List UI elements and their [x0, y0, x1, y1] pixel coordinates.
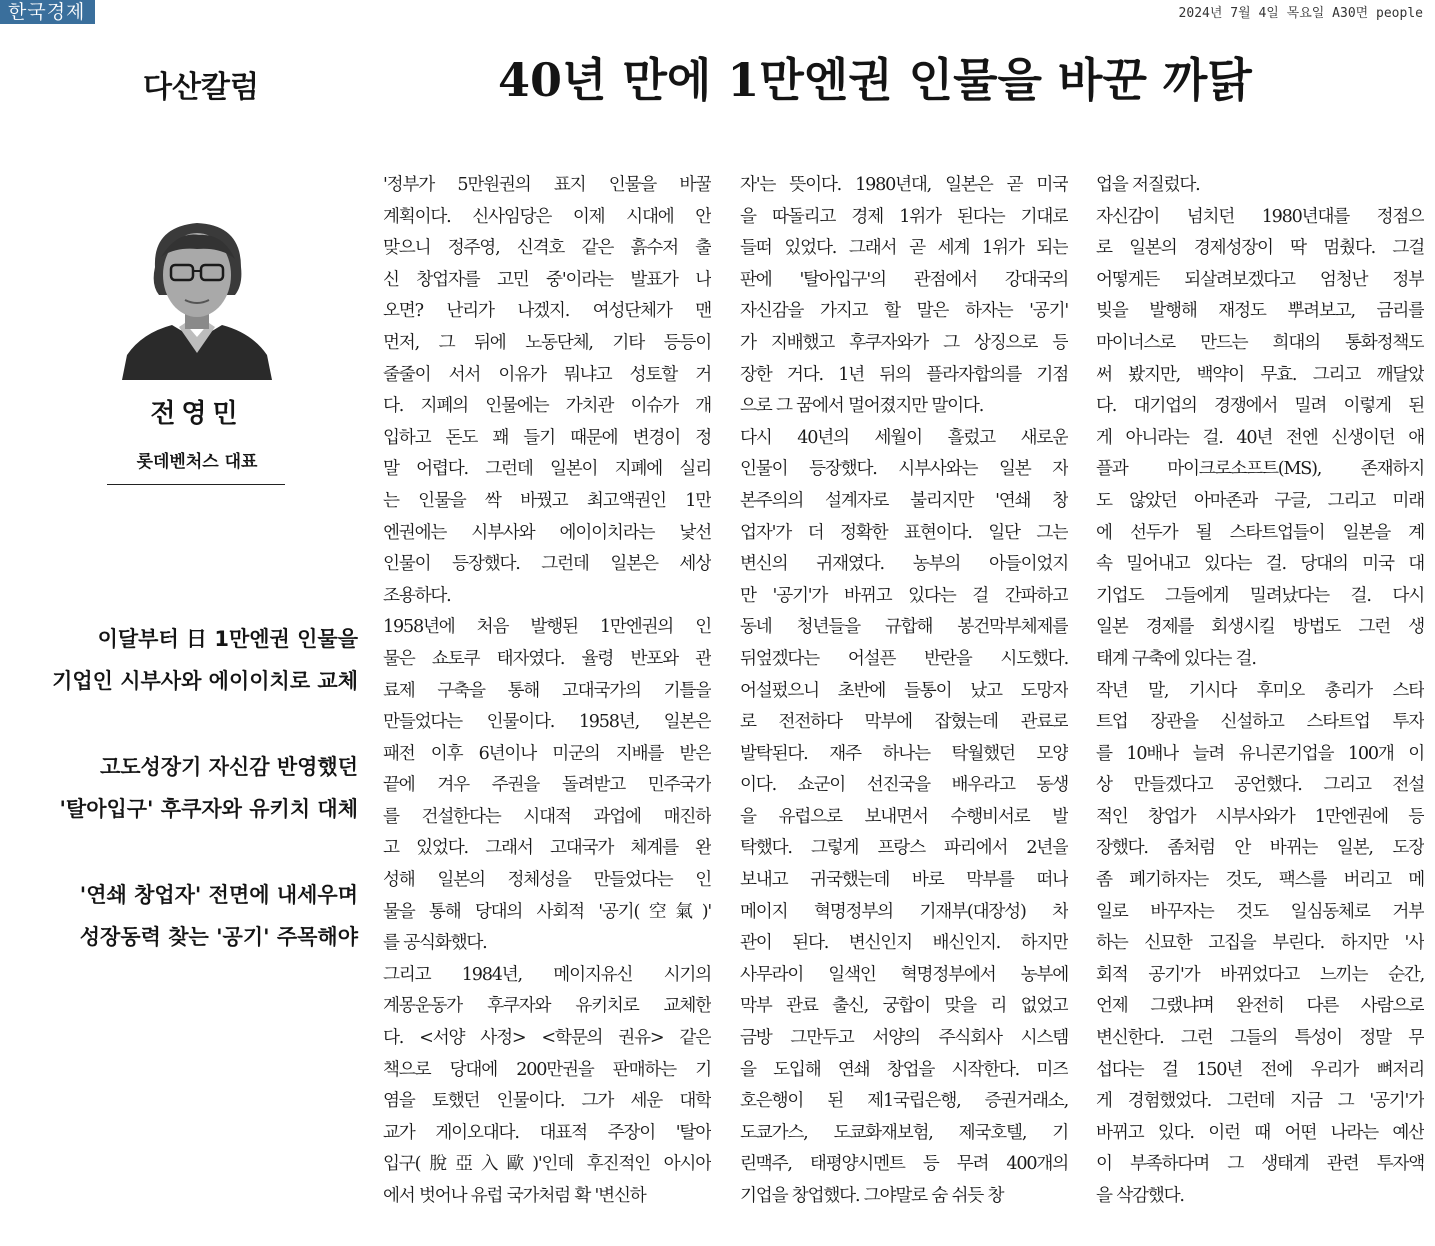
article-line: 입구(脫亞入歐)'인데 후진적인 아시아 — [383, 1154, 711, 1175]
article-line: 인물이 등장했다. 시부사와는 일본 자 — [740, 459, 1068, 480]
article-line: 패전 이후 6년이나 미군의 지배를 받은 — [383, 743, 711, 764]
article-line: 자'는 뜻이다. 1980년대, 일본은 곧 미국 — [740, 175, 1068, 195]
article-line: 자신감을 가지고 할 말은 하자는 '공기' — [740, 301, 1068, 322]
author-name: 전영민 — [150, 399, 244, 429]
article-line: 이다. 쇼군이 선진국을 배우라고 동생 — [740, 775, 1068, 796]
article-line: 고 있었다. 그래서 고대국가 체계를 완 — [383, 838, 711, 859]
article-line: 업을 저질렀다. — [1096, 175, 1200, 195]
article-line: 빚을 발행해 재정도 뿌려보고, 금리를 — [1096, 301, 1424, 322]
article-line: 섭다는 걸 150년 전에 우리가 뼈저리 — [1096, 1059, 1424, 1080]
article-line: 염을 토했던 인물이다. 그가 세운 대학 — [383, 1091, 711, 1112]
article-line: 보내고 귀국했는데 바로 막부를 떠나 — [740, 870, 1068, 891]
article-line: '정부가 5만원권의 표지 인물을 바꿀 — [383, 175, 711, 195]
article-line: 먼저, 그 뒤에 노동단체, 기타 등등이 — [383, 332, 711, 353]
article-line: 에 선두가 될 스타트업들이 일본을 계 — [1096, 522, 1424, 543]
article-line: 일본 경제를 회생시킬 방법도 그런 생 — [1096, 617, 1424, 638]
article-line: 가 지배했고 후쿠자와가 그 상징으로 등 — [740, 332, 1068, 353]
article-line: 트업 장관을 신설하고 스타트업 투자 — [1096, 712, 1424, 733]
article-line: 속 밀어내고 있다는 걸. 당대의 미국 대 — [1096, 554, 1424, 575]
article-line: 료제 구축을 통해 고대국가의 기틀을 — [383, 680, 711, 701]
article-line: 계몽운동가 후쿠자와 유키치로 교체한 — [383, 996, 711, 1017]
article-line: 다. 지폐의 인물에는 가치관 이슈가 개 — [383, 396, 711, 417]
subhead-line: 고도성장기 자신감 반영했던 — [99, 755, 358, 779]
article-line: 물을 통해 당대의 사회적 '공기(空氣)' — [383, 901, 711, 922]
article-column-1 — [383, 170, 711, 1213]
article-line: 를 건설한다는 시대적 과업에 매진하 — [383, 806, 711, 827]
article-line: 써 봤지만, 백약이 무효. 그리고 깨달았 — [1096, 364, 1424, 385]
subhead-line: 이달부터 日 1만엔권 인물을 — [97, 627, 358, 651]
article-line: 막부 관료 출신, 궁합이 맞을 리 없었고 — [740, 996, 1068, 1017]
article-line: 호은행이 된 제1국립은행, 증권거래소, — [740, 1091, 1068, 1112]
article-line: 변신의 귀재였다. 농부의 아들이었지 — [740, 554, 1068, 575]
article-line: 만 '공기'가 바뀌고 있다는 걸 간파하고 — [740, 585, 1068, 606]
article-line: 이 부족하다며 그 생태계 관련 투자액 — [1096, 1154, 1424, 1175]
article-line: 게 아니라는 걸. 40년 전엔 신생이던 애 — [1096, 427, 1424, 448]
article-line: 인물이 등장했다. 그런데 일본은 세상 — [383, 554, 711, 575]
article-line: 일로 바꾸자는 것도 일심동체로 거부 — [1096, 901, 1424, 922]
article-column-3 — [1096, 170, 1424, 1213]
article-line: 조용하다. — [383, 585, 451, 606]
article-line: 변신한다. 그런 그들의 특성이 정말 무 — [1096, 1028, 1424, 1049]
article-line: 사무라이 일색인 혁명정부에서 농부에 — [740, 964, 1068, 985]
article-line: 다. 대기업의 경쟁에서 밀려 이렇게 된 — [1096, 396, 1424, 417]
article-line: 오면? 난리가 나겠지. 여성단체가 맨 — [383, 301, 711, 322]
article-column-2 — [740, 170, 1068, 1213]
article-line: 게 경험했었다. 그런데 지금 그 '공기'가 — [1096, 1091, 1424, 1112]
article-line: 발탁된다. 재주 하나는 탁월했던 모양 — [740, 743, 1068, 764]
article-line: 맞으니 정주영, 신격호 같은 흙수저 출 — [383, 238, 711, 259]
article-line: 업자'가 더 정확한 표현이다. 일단 그는 — [740, 522, 1068, 543]
article-line: 작년 말, 기시다 후미오 총리가 스타 — [1096, 680, 1424, 701]
article-line: 교가 게이오대다. 대표적 주장이 '탈아 — [383, 1122, 711, 1143]
article-line: 다시 40년의 세월이 흘렀고 새로운 — [740, 427, 1068, 448]
article-line: 언제 그랬냐며 완전히 다른 사람으로 — [1096, 996, 1424, 1017]
article-line: 신 창업자를 고민 중'이라는 발표가 나 — [383, 269, 711, 290]
article-line: 뒤엎겠다는 어설픈 반란을 시도했다. — [740, 648, 1068, 669]
dateline: 2024년 7월 4일 목요일 A30면 people — [1178, 6, 1423, 21]
subhead-line: '탈아입구' 후쿠자와 유키치 대체 — [59, 797, 358, 821]
article-line: 다. <서양 사정> <학문의 권유> 같은 — [383, 1028, 711, 1049]
article-line: 도쿄가스, 도쿄화재보험, 제국호텔, 기 — [740, 1122, 1068, 1143]
article-line: 마이너스로 만드는 희대의 통화정책도 — [1096, 332, 1424, 353]
article-line: 엔권에는 시부사와 에이이치라는 낯선 — [383, 522, 711, 543]
subhead-line: 기업인 시부사와 에이이치로 교체 — [52, 669, 358, 693]
article-line: 장한 거다. 1년 뒤의 플라자합의를 기점 — [740, 364, 1068, 385]
subhead — [8, 618, 358, 702]
article-line: 로 전전하다 막부에 잡혔는데 관료로 — [740, 712, 1068, 733]
article-line: 를 공식화했다. — [383, 933, 487, 954]
article-line: 플과 마이크로소프트(MS), 존재하지 — [1096, 459, 1424, 480]
article-line: 그리고 1984년, 메이지유신 시기의 — [383, 964, 711, 985]
subheads — [8, 618, 358, 1002]
article-line: 자신감이 넘치던 1980년대를 정점으 — [1096, 206, 1424, 227]
article-line: 을 유럽으로 보내면서 수행비서로 발 — [740, 806, 1068, 827]
article-line: 를 10배나 늘려 유니콘기업을 100개 이 — [1096, 743, 1424, 764]
author-portrait-image — [117, 205, 277, 380]
subhead-line: 성장동력 찾는 '공기' 주목해야 — [79, 925, 358, 949]
article-line: 바뀌고 있다. 이런 때 어떤 나라는 예산 — [1096, 1122, 1424, 1143]
author-title: 롯데벤처스 대표 — [136, 452, 258, 472]
article-line: 어떻게든 되살려보겠다고 엄청난 정부 — [1096, 269, 1424, 290]
article-line: 끝에 겨우 주권을 돌려받고 민주국가 — [383, 775, 711, 796]
article-line: 하는 신묘한 고집을 부린다. 하지만 '사 — [1096, 933, 1424, 954]
article-line: 에서 벗어나 유럽 국가처럼 확 '변신하 — [383, 1186, 646, 1206]
article-line: 말 어렵다. 그런데 일본이 지폐에 실리 — [383, 459, 711, 480]
article-line: 들떠 있었다. 그래서 곧 세계 1위가 되는 — [740, 238, 1068, 259]
article-line: 줄줄이 서서 이유가 뭐냐고 성토할 거 — [383, 364, 711, 385]
article-line: 회적 공기'가 바뀌었다고 느끼는 순간, — [1096, 964, 1424, 985]
article-line: 본주의의 설계자로 불리지만 '연쇄 창 — [740, 490, 1068, 511]
article-line: 만들었다는 인물이다. 1958년, 일본은 — [383, 712, 711, 733]
article-line: 어설펐으니 초반에 들통이 났고 도망자 — [740, 680, 1068, 701]
author-divider — [107, 484, 285, 485]
article-line: 판에 '탈아입구'의 관점에서 강대국의 — [740, 269, 1068, 290]
article-line: 장했다. 좀처럼 안 바뀌는 일본, 도장 — [1096, 838, 1424, 859]
author-photo — [117, 205, 277, 380]
article-line: 계획이다. 신사임당은 이제 시대에 안 — [383, 206, 711, 227]
column-name: 다산칼럼 — [143, 70, 259, 105]
article-line: 기업을 창업했다. 그야말로 숨 쉬듯 창 — [740, 1186, 1004, 1206]
article-line: 1958년에 처음 발행된 1만엔권의 인 — [383, 617, 711, 638]
newspaper-masthead: 한국경제 — [0, 0, 95, 24]
headline: 40년 만에 1만엔권 인물을 바꾼 까닭 — [498, 53, 1252, 107]
article-line: 로 일본의 경제성장이 딱 멈췄다. 그걸 — [1096, 238, 1424, 259]
article-line: 입하고 돈도 꽤 들기 때문에 변경이 정 — [383, 427, 711, 448]
article-line: 메이지 혁명정부의 기재부(대장성) 차 — [740, 901, 1068, 922]
article-line: 기업도 그들에게 밀려났다는 걸. 다시 — [1096, 585, 1424, 606]
article-line: 는 인물을 싹 바꿨고 최고액권인 1만 — [383, 490, 711, 511]
article-line: 상 만들겠다고 공언했다. 그리고 전설 — [1096, 775, 1424, 796]
article-line: 을 따돌리고 경제 1위가 된다는 기대로 — [740, 206, 1068, 227]
article-line: 관이 된다. 변신인지 배신인지. 하지만 — [740, 933, 1068, 954]
subhead — [8, 874, 358, 958]
article-line: 린맥주, 태평양시멘트 등 무려 400개의 — [740, 1154, 1068, 1175]
subhead — [8, 746, 358, 830]
article-line: 책으로 당대에 200만권을 판매하는 기 — [383, 1059, 711, 1080]
article-line: 물은 쇼토쿠 태자였다. 율령 반포와 관 — [383, 648, 711, 669]
article-line: 적인 창업가 시부사와가 1만엔권에 등 — [1096, 806, 1424, 827]
article-line: 을 도입해 연쇄 창업을 시작한다. 미즈 — [740, 1059, 1068, 1080]
article-line: 탁했다. 그렇게 프랑스 파리에서 2년을 — [740, 838, 1068, 859]
article-line: 태계 구축에 있다는 걸. — [1096, 648, 1256, 669]
article-line: 도 않았던 아마존과 구글, 그리고 미래 — [1096, 490, 1424, 511]
article-line: 좀 폐기하자는 것도, 팩스를 버리고 메 — [1096, 870, 1424, 891]
article-line: 성해 일본의 정체성을 만들었다는 인 — [383, 870, 711, 891]
article-line: 으로 그 꿈에서 멀어졌지만 말이다. — [740, 396, 984, 417]
article-line: 금방 그만두고 서양의 주식회사 시스템 — [740, 1028, 1068, 1049]
article-line: 을 삭감했다. — [1096, 1186, 1184, 1206]
subhead-line: '연쇄 창업자' 전면에 내세우며 — [79, 883, 358, 907]
article-line: 동네 청년들을 규합해 봉건막부체제를 — [740, 617, 1068, 638]
